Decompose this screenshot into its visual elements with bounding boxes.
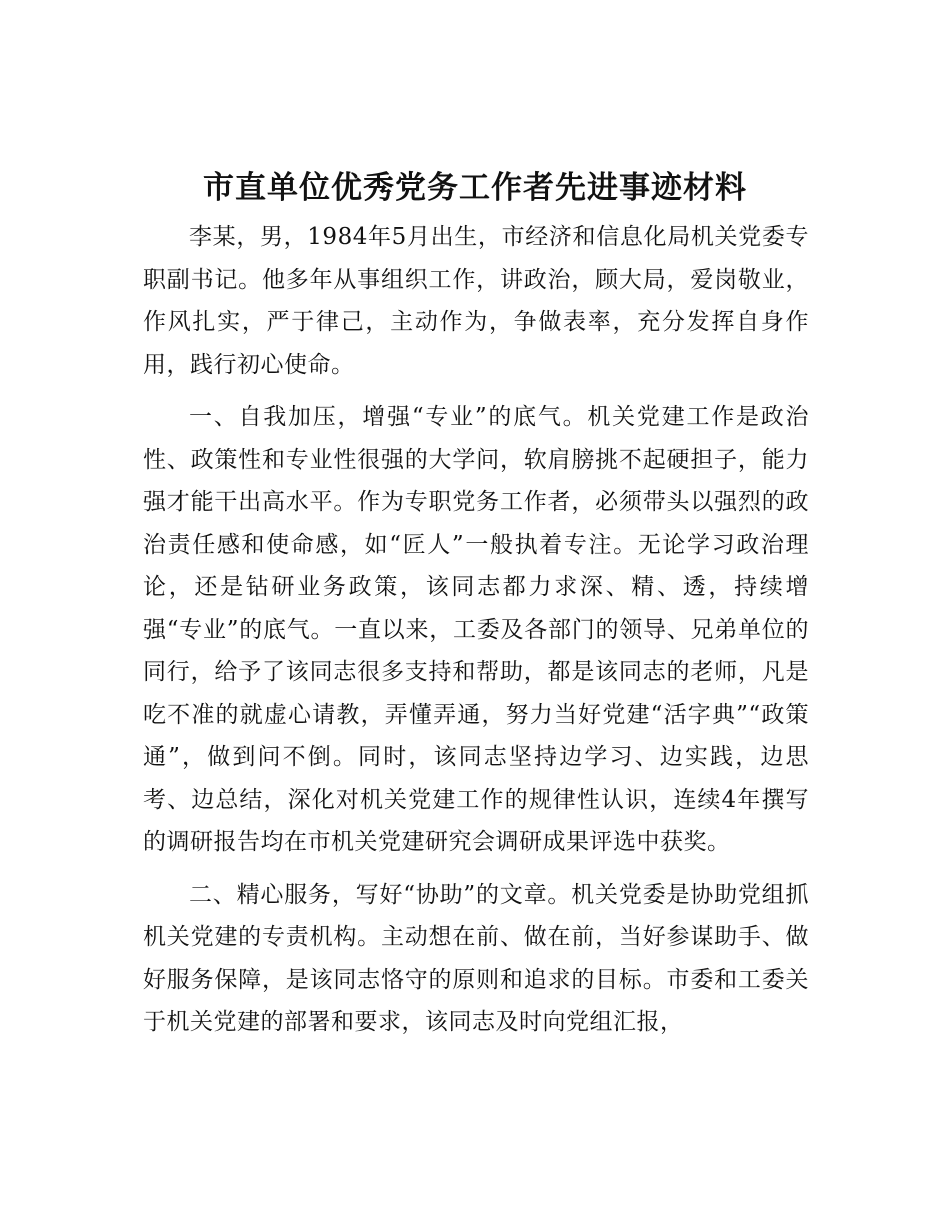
paragraph-section-2: 二、精心服务，写好“协助”的文章。机关党委是协助党组抓机关党建的专责机构。主动想在前、做在前，当好参谋助手、做好服务保障，是该同志恪守的原则和追求的目标。市委和工委关于机关党建的部署和要求，该同志及时向党组汇报， [143, 881, 809, 1035]
document-title: 市直单位优秀党务工作者先进事迹材料 [203, 170, 747, 206]
paragraph-intro: 李某，男，1984年5月出生，市经济和信息化局机关党委专职副书记。他多年从事组织工作，讲政治，顾大局，爱岗敬业，作风扎实，严于律己，主动作为，争做表率，充分发挥自身作用，践行初心使命。 [143, 224, 809, 378]
document-body [143, 216, 809, 1054]
paragraph-section-1: 一、自我加压，增强“专业”的底气。机关党建工作是政治性、政策性和专业性很强的大学问，软肩膀挑不起硬担子，能力强才能干出高水平。作为专职党务工作者，必须带头以强烈的政治责任感和使命感，如“匠人”一般执着专注。无论学习政治理论，还是钻研业务政策，该同志都力求深、精、透，持续增强“专业”的底气。一直以来，工委及各部门的领导、兄弟单位的同行，给予了该同志很多支持和帮助，都是该同志的老师，凡是吃不准的就虚心请教，弄懂弄通，努力当好党建“活字典”“政策通”，做到问不倒。同时，该同志坚持边学习、边实践，边思考、边总结，深化对机关党建工作的规律性认识，连续4年撰写的调研报告均在市机关党建研究会调研成果评选中获奖。 [143, 404, 809, 855]
